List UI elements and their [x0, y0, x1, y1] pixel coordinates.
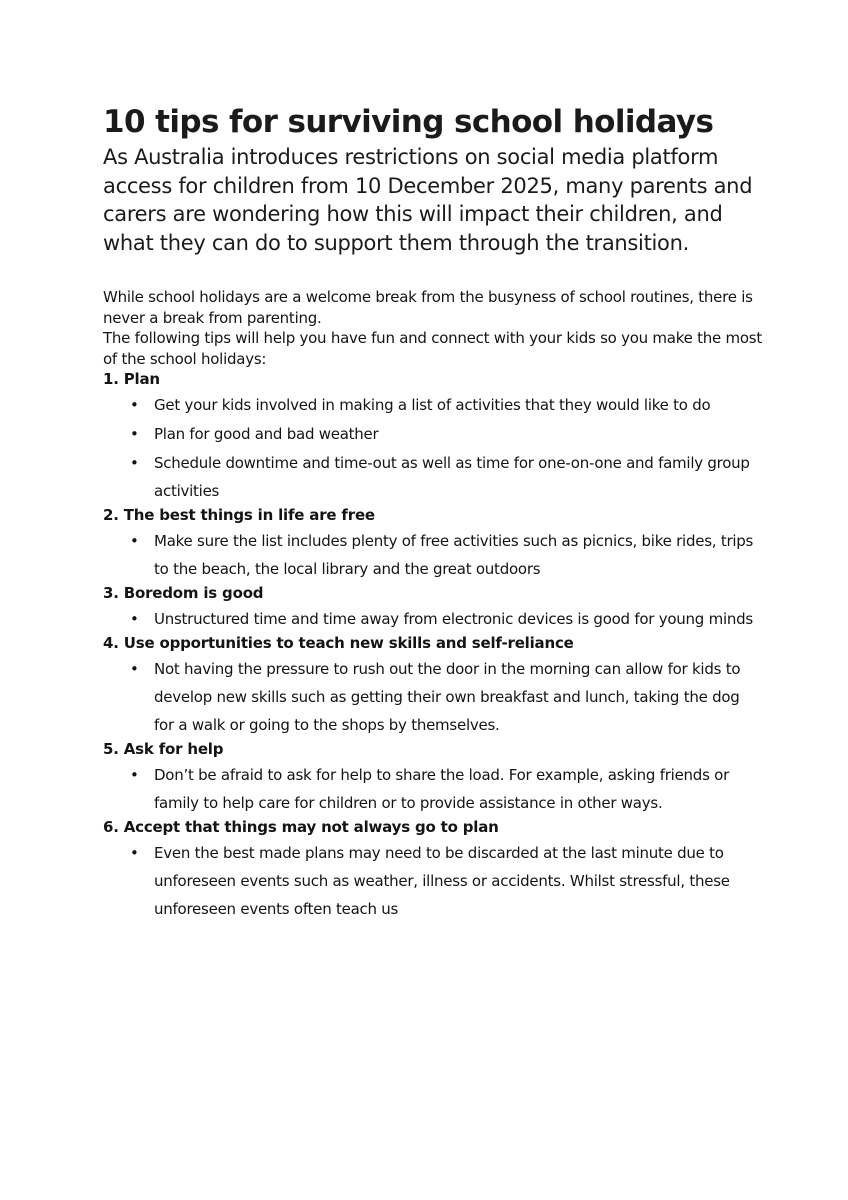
bullet-icon: • [130, 610, 139, 628]
tip-text: Make sure the list includes plenty of free activities such as picnics, bike rides, trips to the beach, the local library and the great outdoors [154, 532, 754, 578]
tip-list-item [130, 448, 763, 505]
tip-text: Don’t be afraid to ask for help to share the load. For example, asking friends or family to help care for children or to provide assistance in other ways. [154, 766, 729, 812]
bullet-icon: • [130, 532, 139, 550]
tip-list [103, 760, 763, 817]
tip-text: Schedule downtime and time-out as well as time for one-on-one and family group activities [154, 454, 750, 500]
intro-paragraph: While school holidays are a welcome break from the busyness of school routines, there is never a break from parenting. [103, 288, 753, 327]
tip-list [103, 838, 763, 923]
tip-list-item [130, 838, 763, 923]
tip-list [103, 604, 763, 633]
bullet-icon: • [130, 766, 139, 784]
bullet-icon: • [130, 844, 139, 862]
section-heading: 2. The best things in life are free [103, 506, 375, 524]
bullet-icon: • [130, 396, 139, 414]
section-heading: 5. Ask for help [103, 740, 224, 758]
tip-text: Unstructured time and time away from electronic devices is good for young minds [154, 610, 753, 628]
intro-paragraph: The following tips will help you have fun and connect with your kids so you make the most of the school holidays: [103, 329, 762, 368]
tip-text: Plan for good and bad weather [154, 425, 379, 443]
tip-list [103, 390, 763, 505]
bullet-icon: • [130, 425, 139, 443]
page-subtitle: As Australia introduces restrictions on social media platform access for children from 10 December 2025, many parents and carers are wondering how this will impact their children, and what they can do to support them through the transition. [103, 145, 753, 255]
section-heading: 4. Use opportunities to teach new skills and self-reliance [103, 634, 574, 652]
document-page [103, 100, 763, 923]
tips-sections [103, 369, 763, 923]
tip-text: Get your kids involved in making a list of activities that they would like to do [154, 396, 711, 414]
bullet-icon: • [130, 454, 139, 472]
tip-list-item [130, 419, 763, 448]
intro [103, 287, 763, 369]
section-heading: 3. Boredom is good [103, 584, 264, 602]
bullet-icon: • [130, 660, 139, 678]
section-heading: 6. Accept that things may not always go to plan [103, 818, 499, 836]
tip-list-item [130, 526, 763, 583]
tip-list-item [130, 654, 763, 739]
page-title: 10 tips for surviving school holidays [103, 104, 714, 140]
tip-list-item [130, 760, 763, 817]
section-heading: 1. Plan [103, 370, 160, 388]
tip-list [103, 526, 763, 583]
tip-text: Not having the pressure to rush out the door in the morning can allow for kids to develop new skills such as getting their own breakfast and lunch, taking the dog for a walk or going to the shops by themselves. [154, 660, 741, 734]
tip-list-item [130, 604, 763, 633]
tip-text: Even the best made plans may need to be discarded at the last minute due to unforeseen events such as weather, illness or accidents. Whilst stressful, these unforeseen events often teach us [154, 844, 730, 918]
tip-list [103, 654, 763, 739]
tip-list-item [130, 390, 763, 419]
